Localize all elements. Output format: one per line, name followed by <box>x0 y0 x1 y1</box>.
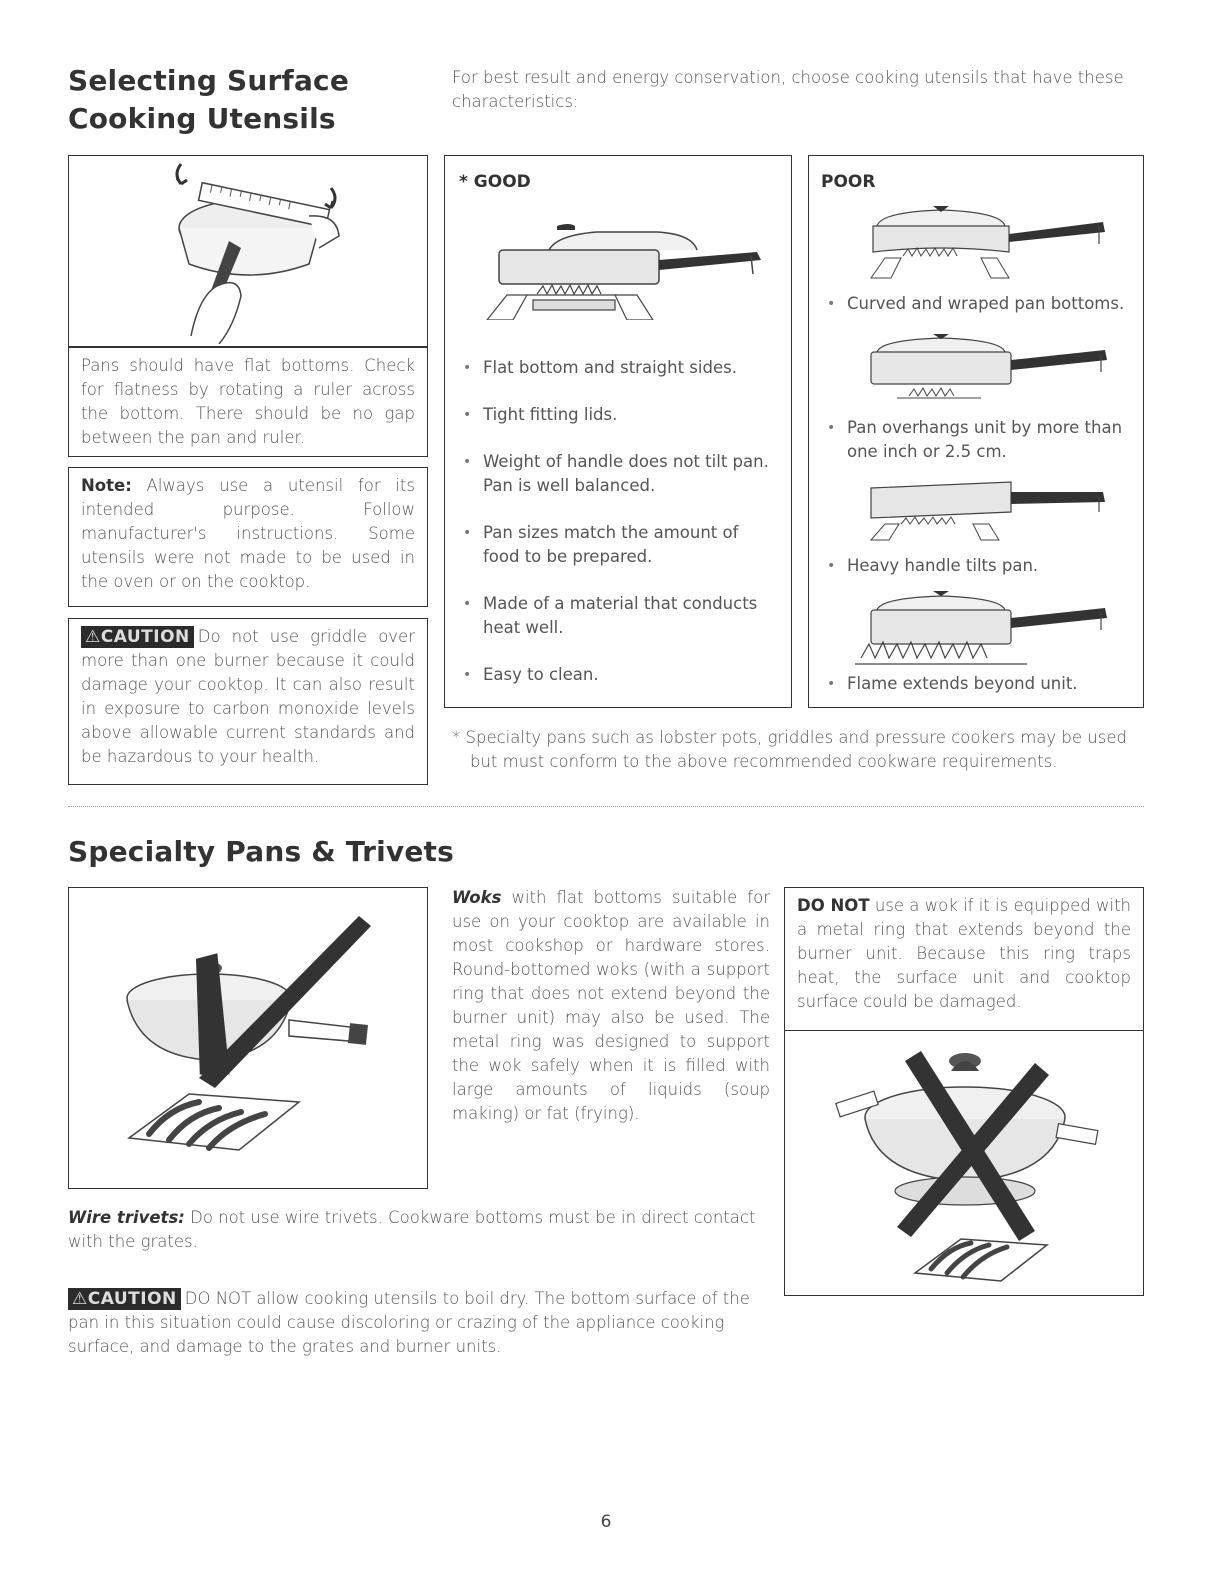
title-line-2: Cooking Utensils <box>68 102 336 135</box>
woks-label: Woks <box>452 888 502 907</box>
note-label: Note: <box>81 476 132 495</box>
heavy-handle-pan-illustration <box>841 478 1141 548</box>
poor-column <box>808 155 1144 708</box>
page-number: 6 <box>600 1512 612 1532</box>
woks-paragraph <box>452 886 770 1126</box>
overhang-pan-illustration <box>841 330 1141 410</box>
caution-badge <box>68 1288 181 1310</box>
good-title: * GOOD <box>459 172 531 192</box>
poor-title: POOR <box>821 172 876 192</box>
warning-triangle-icon: ⚠ <box>72 1289 88 1309</box>
donot-paragraph <box>797 894 1131 1014</box>
caution-badge <box>81 626 194 648</box>
intro-text: For best result and energy conservation, choose cooking utensils that have these characteristics: <box>452 68 1124 111</box>
section-title-specialty-pans: Specialty Pans & Trivets <box>68 835 454 868</box>
poor-item: • Curved and wraped pan bottoms. <box>821 292 1131 316</box>
donot-label: DO NOT <box>797 896 870 915</box>
poor-list-2 <box>821 416 1131 464</box>
good-list <box>457 356 779 687</box>
caution-paragraph-griddle <box>81 625 415 769</box>
good-item: • Tight fitting lids. <box>457 403 779 427</box>
good-item: • Weight of handle does not tilt pan. Pan is well balanced. <box>457 450 779 498</box>
title-line-1: Selecting Surface <box>68 64 350 97</box>
woks-text: with flat bottoms suitable for use on your cooktop are available in most cookshop or hardware stores. Round-bottomed woks (with a support ring that does not extend beyond the burner unit) may also be used. The metal ring was designed to support the wok safely when it is filled with large amounts of liquids (soup making) or fat (frying). <box>452 888 770 1123</box>
donot-box <box>784 887 1144 1031</box>
specialty-footnote: * Specialty pans such as lobster pots, griddles and pressure cookers may be used but must conform to the above recommended cookware requirements. <box>452 728 1127 771</box>
good-pan-illustration <box>457 200 777 320</box>
poor-list-3 <box>821 554 1131 578</box>
note-text: Always use a utensil for its intended purpose. Follow manufacturer's instructions. Some utensils were not made to be used in the oven or on the cooktop. <box>81 476 415 591</box>
ruler-check-illustration <box>69 156 425 344</box>
wok-cross-illustration <box>785 1031 1141 1293</box>
good-item: • Easy to clean. <box>457 663 779 687</box>
caution-paragraph-boil-dry <box>68 1287 768 1359</box>
poor-list-4 <box>821 672 1131 696</box>
caution-label: CAUTION <box>100 627 190 647</box>
poor-list-1 <box>821 292 1131 316</box>
note-paragraph <box>81 474 415 594</box>
good-item: • Flat bottom and straight sides. <box>457 356 779 380</box>
flat-bottom-box <box>68 347 428 457</box>
trivets-text: Do not use wire trivets. Cookware bottoms must be in direct contact with the grates. <box>68 1208 756 1251</box>
flame-beyond-pan-illustration <box>841 588 1141 668</box>
section-divider <box>68 806 1144 807</box>
good-column <box>444 155 792 708</box>
wok-bad-illustration-box <box>784 1030 1144 1296</box>
wok-checkmark-illustration <box>69 888 425 1186</box>
good-item: • Pan sizes match the amount of food to be prepared. <box>457 521 779 569</box>
wok-good-illustration-box <box>68 887 428 1189</box>
good-item: • Made of a material that conducts heat well. <box>457 592 779 640</box>
ruler-illustration-box <box>68 155 428 347</box>
section-title-selecting-utensils <box>68 62 428 138</box>
poor-item: • Heavy handle tilts pan. <box>821 554 1131 578</box>
poor-item: • Flame extends beyond unit. <box>821 672 1131 696</box>
poor-item: • Pan overhangs unit by more than one inch or 2.5 cm. <box>821 416 1131 464</box>
donot-text: use a wok if it is equipped with a metal ring that extends beyond the burner unit. Because this ring traps heat, the surface unit and cooktop surface could be damaged. <box>797 896 1131 1011</box>
caution-text-griddle: Do not use griddle over more than one burner because it could damage your cooktop. It can also result in exposure to carbon monoxide levels above allowable current standards and be hazardous to your health. <box>81 627 415 766</box>
curved-bottom-pan-illustration <box>841 196 1141 286</box>
caution-text-boil-dry: DO NOT allow cooking utensils to boil dry. The bottom surface of the pan in this situation could cause discoloring or crazing of the appliance cooking surface, and damage to the grates and burner units. <box>68 1289 750 1356</box>
caution-label: CAUTION <box>87 1289 177 1309</box>
note-box <box>68 467 428 607</box>
trivets-label: Wire trivets: <box>68 1208 185 1227</box>
caution-box-griddle <box>68 618 428 785</box>
flat-bottom-text: Pans should have flat bottoms. Check for flatness by rotating a ruler across the bottom. There should be no gap between the pan and ruler. <box>81 356 415 447</box>
trivets-paragraph <box>68 1206 768 1254</box>
warning-triangle-icon: ⚠ <box>85 627 101 647</box>
